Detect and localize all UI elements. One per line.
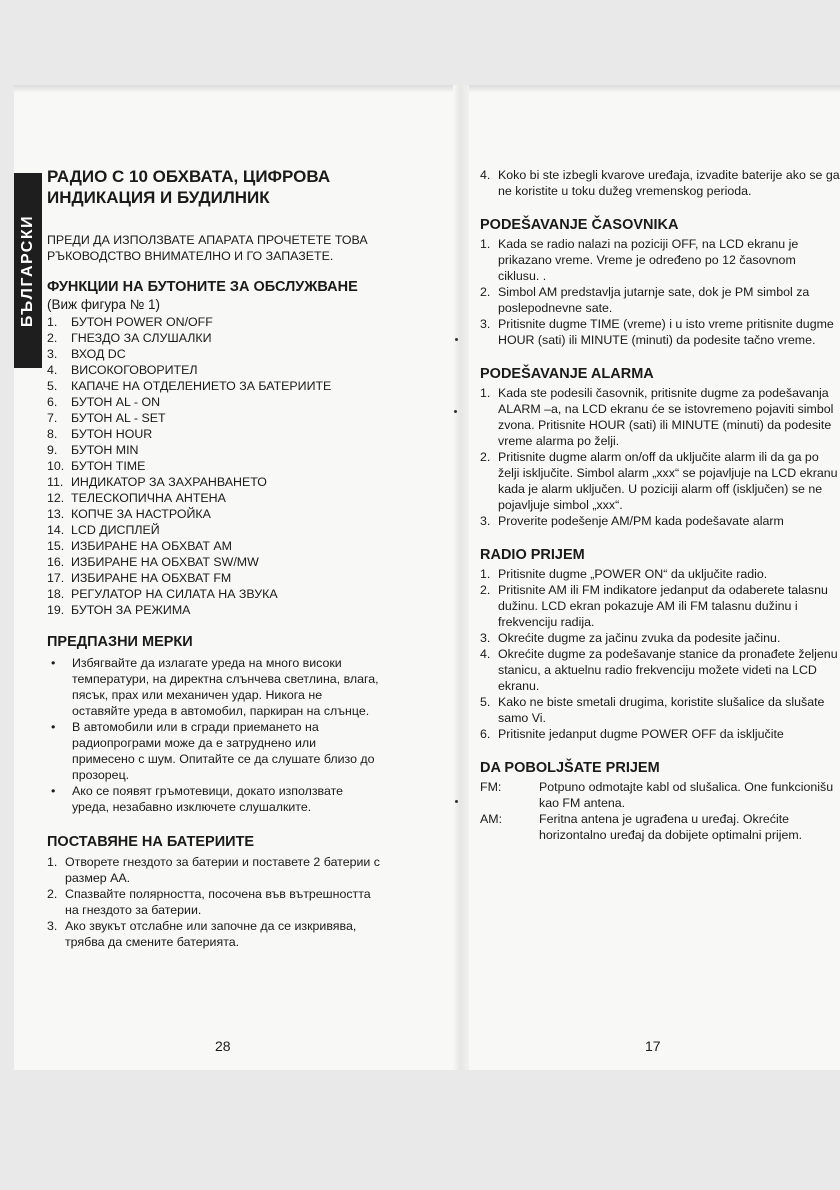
binding-dot <box>455 800 458 803</box>
list-item <box>480 236 840 284</box>
list-item <box>47 586 380 602</box>
list-item <box>480 167 840 199</box>
list-item <box>47 410 380 426</box>
item-text: ИНДИКАТОР ЗА ЗАХРАНВАНЕТО <box>71 475 267 489</box>
page-edge-shadow <box>14 85 840 93</box>
band-instruction: Potpuno odmotajte kabl od slušalica. One funkcionišu kao FM antena. <box>539 780 834 810</box>
list-item <box>47 346 380 362</box>
list-item <box>47 490 380 506</box>
reception-row <box>480 779 840 811</box>
item-text: Отворете гнездото за батерии и поставете 2 батерии с размер AA. <box>65 855 380 885</box>
list-item <box>47 570 380 586</box>
item-number: 9. <box>47 443 58 457</box>
item-text: РЕГУЛАТОР НА СИЛАТА НА ЗВУКА <box>71 587 278 601</box>
page-fold <box>453 85 469 1070</box>
precautions-heading: ПРЕДПАЗНИ МЕРКИ <box>47 634 193 650</box>
list-item <box>480 385 840 449</box>
item-text: ВИСОКОГОВОРИТЕЛ <box>71 363 198 377</box>
item-text: Pritisnite jedanput dugme POWER OFF da isključite <box>498 727 784 741</box>
band-label: AM: <box>480 812 503 826</box>
item-text: ИЗБИРАНЕ НА ОБХВАТ FM <box>71 571 232 585</box>
page-title: РАДИО С 10 ОБХВАТА, ЦИФРОВА ИНДИКАЦИЯ И БУДИЛНИК <box>47 167 331 207</box>
item-text: КОПЧЕ ЗА НАСТРОЙКА <box>71 507 211 521</box>
item-number: 1. <box>47 855 58 869</box>
language-tab-label: БЪЛГАРСКИ <box>19 214 36 327</box>
item-text: Ако звукът отслабне или започне да се изкривява, трябва да смените батерията. <box>65 919 357 949</box>
item-number: 11. <box>47 475 64 489</box>
item-text: Pritisnite dugme „POWER ON“ da uključite radio. <box>498 567 768 581</box>
list-item <box>47 506 380 522</box>
reception-row <box>480 811 840 843</box>
item-number: 3. <box>47 347 58 361</box>
list-item <box>47 474 380 490</box>
item-number: 4. <box>47 363 58 377</box>
item-number: 7. <box>47 411 58 425</box>
list-item <box>47 442 380 458</box>
list-item <box>47 378 380 394</box>
item-number: 19. <box>47 603 65 617</box>
list-item <box>480 630 840 646</box>
list-item <box>47 602 380 618</box>
item-number: 5. <box>47 379 58 393</box>
list-item <box>480 694 840 726</box>
item-text: Pritisnite dugme TIME (vreme) i u isto vreme pritisnite dugme HOUR (sati) ili MINUTE (minuti) da podesite tačno vreme. <box>498 317 834 347</box>
list-item <box>47 394 380 410</box>
list-item <box>47 854 380 886</box>
item-text: БУТОН HOUR <box>71 427 153 441</box>
right-page <box>480 167 840 843</box>
list-item <box>47 538 380 554</box>
list-item <box>480 316 840 348</box>
item-text: БУТОН AL - SET <box>71 411 166 425</box>
list-item <box>480 566 840 582</box>
item-text: БУТОН ЗА РЕЖИМА <box>71 603 191 617</box>
functions-heading <box>47 278 380 314</box>
item-number: 3. <box>47 919 58 933</box>
item-number: 10. <box>47 459 65 473</box>
item-number: 6. <box>480 727 491 741</box>
binding-dot <box>455 338 458 341</box>
list-item <box>480 582 840 630</box>
radio-list <box>480 566 840 742</box>
item-text: БУТОН MIN <box>71 443 139 457</box>
item-number: 3. <box>480 631 491 645</box>
item-text: Спазвайте полярността, посочена във вътрешността на гнездото за батерии. <box>65 887 371 917</box>
item-number: 14. <box>47 523 65 537</box>
item-number: 2. <box>47 887 58 901</box>
list-item <box>480 646 840 694</box>
item-number: 1. <box>480 386 491 400</box>
item-number: 1. <box>480 237 491 251</box>
item-number: 17. <box>47 571 65 585</box>
list-item <box>480 449 840 513</box>
precaution-item: • Избягвайте да излагате уреда на много високи температури, на директна слънчева светлина, влага, пясък, прах или механичен удар. Никога не оставяйте уреда в автомобил, паркиран на слънце. <box>47 655 380 719</box>
list-item <box>480 726 840 742</box>
clock-list <box>480 236 840 348</box>
item-number: 5. <box>480 695 491 709</box>
list-item <box>47 918 380 950</box>
batteries-list <box>47 854 380 950</box>
item-number: 2. <box>480 450 491 464</box>
list-item <box>480 513 840 529</box>
band-label: FM: <box>480 780 502 794</box>
item-text: Simbol AM predstavlja jutarnje sate, dok je PM simbol za poslepodnevne sate. <box>498 285 810 315</box>
list-item <box>47 886 380 918</box>
item-text: Okrećite dugme za podešavanje stanice da pronađete željenu stanicu, a aktuelnu radio frekvenciju možete videti na LCD ekranu. <box>498 647 838 693</box>
item-text: ТЕЛЕСКОПИЧНА АНТЕНА <box>71 491 226 505</box>
list-item <box>47 554 380 570</box>
precaution-item: • В автомобили или в сгради приемането на радиопрограми може да е затруднено или примесено с шум. Опитайте се да слушате близо до прозорец. <box>47 719 380 783</box>
item-text: Kako ne biste smetali drugima, koristite slušalice da slušate samo Vi. <box>498 695 825 725</box>
alarm-list <box>480 385 840 529</box>
item-text: Okrećite dugme za jačinu zvuka da podesite jačinu. <box>498 631 781 645</box>
item-number: 8. <box>47 427 58 441</box>
item-text: ВХОД DC <box>71 347 126 361</box>
functions-heading-text: ФУНКЦИИ НА БУТОНИТЕ ЗА ОБСЛУЖВАНЕ <box>47 279 358 295</box>
left-page <box>47 166 380 950</box>
item-text: КАПАЧЕ НА ОТДЕЛЕНИЕТО ЗА БАТЕРИИТЕ <box>71 379 332 393</box>
battery-note-list <box>480 167 840 199</box>
item-number: 2. <box>480 583 491 597</box>
item-text: Kada ste podesili časovnik, pritisnite dugme za podešavanja ALARM –a, na LCD ekranu će se istovremeno pojaviti simbol zvona. Pritisnite HOUR (sati) ili MINUTE (minuti) da podesite vreme alarma po želji. <box>498 386 834 448</box>
item-text: Proverite podešenje AM/PM kada podešavate alarm <box>498 514 784 528</box>
language-tab <box>14 173 42 368</box>
item-text: Pritisnite AM ili FM indikatore jedanput da odaberete talasnu dužinu. LCD ekran pokazuje AM ili FM talasnu dužinu i frekvenciju radija. <box>498 583 828 629</box>
batteries-heading: ПОСТАВЯНЕ НА БАТЕРИИТЕ <box>47 834 255 850</box>
precautions-list <box>47 655 380 815</box>
item-text: Koko bi ste izbegli kvarove uređaja, izvadite baterije ako se ga ne koristite u toku dužeg vremenskog perioda. <box>498 168 840 198</box>
item-number: 6. <box>47 395 58 409</box>
item-number: 15. <box>47 539 65 553</box>
item-number: 13. <box>47 507 65 521</box>
item-text: Kada se radio nalazi na poziciji OFF, na LCD ekranu je prikazano vreme. Vreme je određeno po 12 časovnom ciklusu. . <box>498 237 799 283</box>
band-instruction: Feritna antena je ugrađena u uređaj. Okrećite horizontalno uređaj da dobijete optimalni prijem. <box>539 812 803 842</box>
item-text: ГНЕЗДО ЗА СЛУШАЛКИ <box>71 331 212 345</box>
alarm-heading: PODEŠAVANJE ALARMA <box>480 366 654 382</box>
item-text: ИЗБИРАНЕ НА ОБХВАТ SW/MW <box>71 555 259 569</box>
page-number-left: 28 <box>215 1038 231 1054</box>
intro-warning: ПРЕДИ ДА ИЗПОЛЗВАТЕ АПАРАТА ПРОЧЕТЕТЕ ТОВА РЪКОВОДСТВО ВНИМАТЕЛНО И ГО ЗАПАЗЕТЕ. <box>47 233 368 263</box>
item-number: 1. <box>47 315 58 329</box>
item-number: 3. <box>480 317 491 331</box>
item-number: 2. <box>47 331 58 345</box>
item-number: 1. <box>480 567 491 581</box>
item-number: 4. <box>480 168 491 182</box>
clock-heading: PODEŠAVANJE ČASOVNIKA <box>480 217 679 233</box>
radio-heading: RADIO PRIJEM <box>480 547 585 563</box>
item-text: БУТОН AL - ON <box>71 395 161 409</box>
item-text: LCD ДИСПЛЕЙ <box>71 523 160 537</box>
item-number: 3. <box>480 514 491 528</box>
page-number-right: 17 <box>645 1038 661 1054</box>
reception-heading: DA POBOLJŠATE PRIJEM <box>480 760 660 776</box>
item-text: БУТОН POWER ON/OFF <box>71 315 213 329</box>
precaution-item: • Ако се появят гръмотевици, докато използвате уреда, незабавно изключете слушалките. <box>47 783 380 815</box>
list-item <box>47 330 380 346</box>
reception-list <box>480 779 840 843</box>
binding-dot <box>454 410 457 413</box>
list-item <box>47 314 380 330</box>
item-number: 16. <box>47 555 65 569</box>
item-number: 2. <box>480 285 491 299</box>
list-item <box>47 522 380 538</box>
list-item <box>480 284 840 316</box>
item-text: Pritisnite dugme alarm on/off da uključite alarm ili da ga po želji isključite. Simbol alarm „xxx“ se pojavljuje na LCD ekranu kada je alarm uključen. U poziciji alarm off (isključen) se ne pojavljuje simbol „xxx“. <box>498 450 838 512</box>
functions-figure-ref: (Виж фигура № 1) <box>47 297 160 312</box>
functions-list <box>47 314 380 618</box>
item-number: 18. <box>47 587 65 601</box>
item-text: БУТОН TIME <box>71 459 146 473</box>
item-number: 4. <box>480 647 491 661</box>
list-item <box>47 458 380 474</box>
item-number: 12. <box>47 491 65 505</box>
list-item <box>47 362 380 378</box>
list-item <box>47 426 380 442</box>
item-text: ИЗБИРАНЕ НА ОБХВАТ AM <box>71 539 232 553</box>
